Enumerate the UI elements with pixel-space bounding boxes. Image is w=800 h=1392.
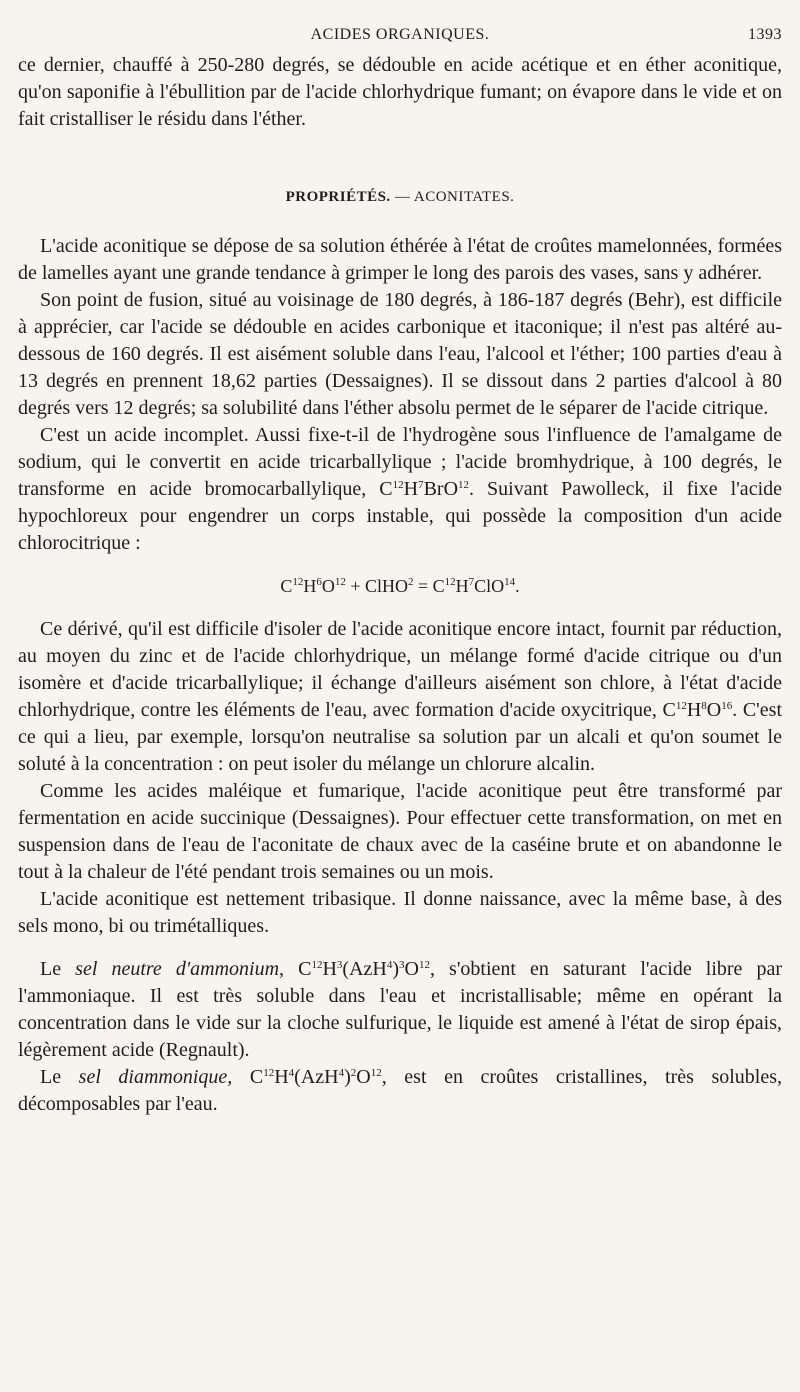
- formula-sup: 12: [311, 959, 323, 971]
- formula-sup: 4: [338, 1067, 345, 1079]
- formula-text: (AzH: [294, 1066, 339, 1088]
- formula-sup: 12: [418, 959, 430, 971]
- formula-text: H: [274, 1066, 289, 1088]
- running-header: [18, 26, 782, 52]
- formula-sup: 6: [316, 576, 322, 588]
- formula-sup: 12: [392, 479, 404, 491]
- formula-sup: 12: [370, 1067, 382, 1079]
- formula-sup: 3: [399, 959, 405, 971]
- formula-sup: 2: [407, 576, 414, 588]
- formula-text: O: [706, 699, 722, 721]
- formula-text: H: [303, 576, 317, 596]
- paragraph-text: Le: [40, 958, 76, 980]
- formula-sup: 4: [386, 959, 393, 971]
- formula-text: O: [404, 958, 419, 980]
- paragraph-fusion-solubility: Son point de fusion, situé au voisinage de 180 degrés, à 186-187 degrés (Behr), est difficile à apprécier, car l'acide se dédouble en acides carbonique et itaconique; il n'est pas altéré au-dessous de 160 degrés. Il est aisément soluble dans l'eau, l'alcool et l'éther; 100 parties d'eau à 13 degrés en prennent 18,62 parties (Dessaignes). Il se dissout dans 2 parties d'alcool à 80 degrés vers 12 degrés; sa solubilité dans l'éther absolu permet de le séparer de l'acide citrique.: [18, 289, 782, 419]
- formula-sup: 7: [468, 576, 475, 588]
- paragraph-text: , est en croûtes cristallines, très solubles, décomposables par l'eau.: [18, 1066, 783, 1115]
- formula-sup: 12: [675, 700, 687, 712]
- paragraph-text: C'est un acide incomplet. Aussi fixe-t-il de l'hydrogène sous l'influence de l'amalgame de sodium, qui le convertit en acide tricarballylique ; l'acide bromhydrique, à 100 degrés, le transforme en acide bromocarballylique, C: [18, 424, 782, 500]
- formula-text: ClO: [474, 576, 505, 596]
- formula-text: C: [232, 1066, 264, 1088]
- formula-sup: 3: [336, 959, 343, 971]
- formula-text: H: [322, 958, 337, 980]
- formula-sup: 14: [504, 576, 516, 588]
- formula-sup: 2: [350, 1067, 357, 1079]
- running-title: ACIDES ORGANIQUES.: [310, 26, 490, 43]
- paragraph-text: Le: [40, 1066, 79, 1088]
- paragraph-fermentation: Comme les acides maléique et fumarique, l'acide aconitique peut être transformé par fermentation en acide succinique (Dessaignes). Pour effectuer cette transformation, on met en suspension dans de l'eau de l'aconitate de chaux avec de la caséine brute et on abandonne le tout à la chaleur de l'été pendant trois semaines ou un mois.: [18, 780, 782, 883]
- formula-text: ): [392, 958, 400, 980]
- formula-text: H: [686, 699, 702, 721]
- formula-sup: 16: [721, 700, 733, 712]
- paragraph-crystals: L'acide aconitique se dépose de sa solution éthérée à l'état de croûtes mamelonnées, formées de lamelles ayant une grande tendance à grimper le long des parois des vases, sans y adhérer.: [18, 235, 782, 284]
- formula-text: O: [321, 576, 335, 596]
- intro-paragraph: ce dernier, chauffé à 250-280 degrés, se dédouble en acide acétique et en éther aconitique, qu'on saponifie à l'ébullition par de l'acide chlorhydrique fumant; on évapore dans le vide et on fait cristalliser le résidu dans l'éther.: [18, 54, 782, 130]
- formula-sup: 12: [444, 576, 456, 588]
- chemical-equation: [18, 573, 782, 600]
- section-heading-separator: —: [394, 189, 411, 205]
- formula-text: + ClHO: [345, 576, 408, 596]
- section-heading-right: ACONITATES.: [413, 189, 515, 205]
- book-page: [18, 26, 782, 1118]
- formula-text: O: [356, 1066, 371, 1088]
- salt-name-italic: sel diammonique,: [78, 1066, 233, 1088]
- formula-text: H: [455, 576, 469, 596]
- paragraph-text: . C'est ce qui a lieu, par exemple, lorsqu'on neutralise sa solution par un alcali et qu'on soumet le soluté à la concentration : on peut isoler du mélange un chlorure alcalin.: [18, 699, 782, 775]
- formula-text: BrO: [423, 478, 459, 500]
- section-heading-left: PROPRIÉTÉS.: [285, 189, 391, 205]
- paragraph-text: , s'obtient en saturant l'acide libre par l'ammoniaque. Il est très soluble dans l'eau et incristallisable; même en opérant la concentration dans le vide sur la cloche sulfurique, le liquide est amené à l'état de sirop épais, légèrement acide (Regnault).: [18, 958, 783, 1061]
- formula-text: C: [280, 576, 293, 596]
- formula-sup: 7: [418, 479, 424, 491]
- formula-text: ): [344, 1066, 351, 1088]
- formula-text: .: [515, 576, 520, 596]
- formula-text: (AzH: [342, 958, 387, 980]
- formula-sup: 12: [334, 576, 346, 588]
- section-heading: [18, 189, 782, 206]
- page-number: 1393: [748, 26, 782, 43]
- formula-sup: 12: [292, 576, 304, 588]
- paragraph-incomplete-acid: [18, 422, 782, 557]
- paragraph-chlorocitric-derivative: [18, 616, 782, 778]
- paragraph-diammonium-salt: [18, 1064, 782, 1118]
- formula-sup: 12: [263, 1067, 275, 1079]
- paragraph-text: . Suivant Pawolleck, il fixe l'acide hypochloreux pour engendrer un corps instable, qui possède la composition d'un acide chlorocitrique :: [18, 478, 782, 554]
- salt-name-italic: sel neutre d'ammonium,: [75, 958, 285, 980]
- formula-text: C: [284, 958, 312, 980]
- formula-sup: 4: [288, 1067, 295, 1079]
- paragraph-text: Ce dérivé, qu'il est difficile d'isoler de l'acide aconitique encore intact, fournit par réduction, au moyen du zinc et de l'acide chlorhydrique, un mélange formé d'acide citrique ou d'un isomère et d'acide tricarballylique; il échange d'ailleurs aisément son chlore, à l'état d'acide chlorhydrique, contre les éléments de l'eau, avec formation d'acide oxycitrique, C: [18, 618, 782, 721]
- formula-sup: 8: [701, 700, 707, 712]
- formula-text: H: [403, 478, 419, 500]
- paragraph-tribasic: L'acide aconitique est nettement tribasique. Il donne naissance, avec la même base, à des sels mono, bi ou trimétalliques.: [18, 888, 782, 937]
- formula-sup: 12: [458, 479, 470, 491]
- formula-text: = C: [413, 576, 445, 596]
- paragraph-neutral-ammonium-salt: [18, 956, 782, 1064]
